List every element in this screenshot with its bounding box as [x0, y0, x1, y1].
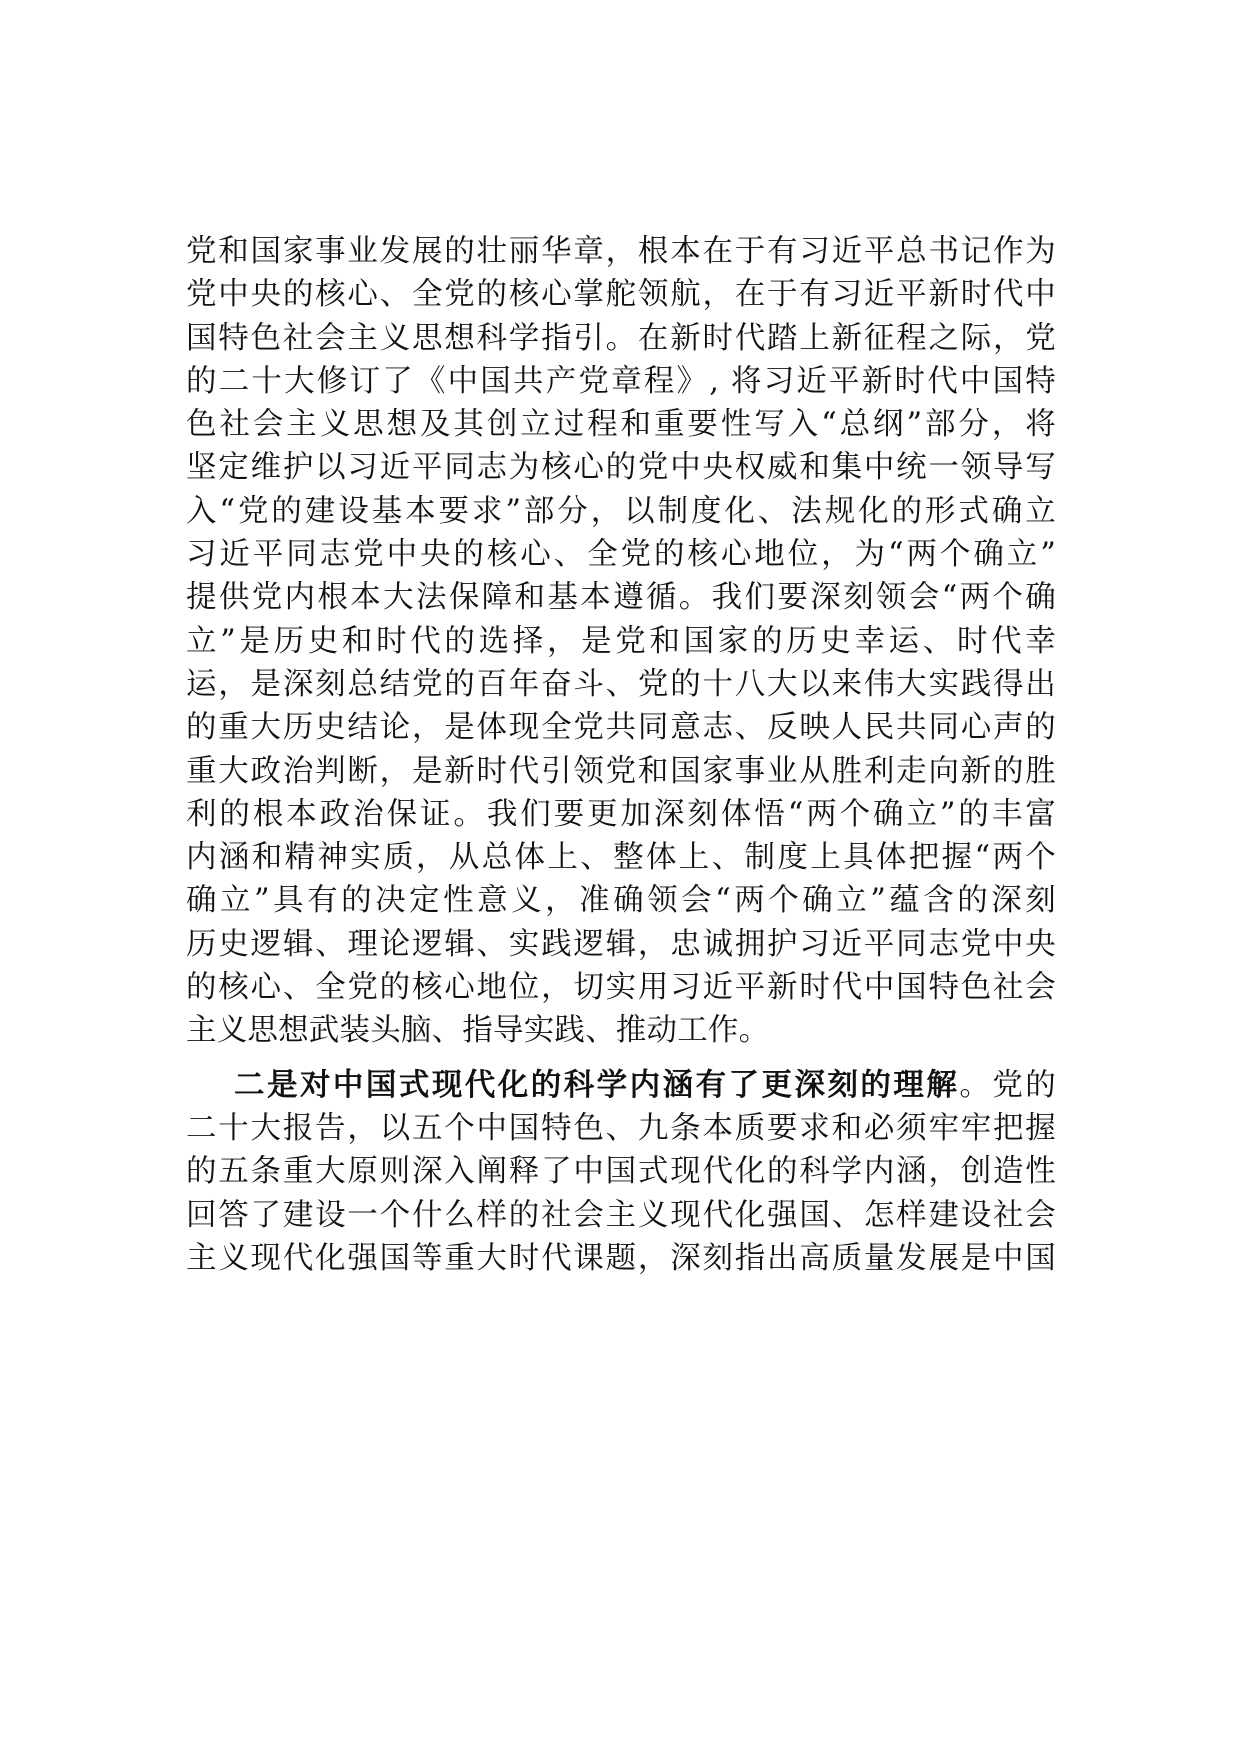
text-line: 的二十大修订了《中国共产党章程》, 将习近平新时代中国特 [186, 363, 1056, 399]
paragraph-1 [186, 230, 1056, 1053]
text-line: 确立”具有的决定性意义，准确领会“两个确立”蕴含的深刻 [186, 883, 1056, 919]
text-line: 的核心、全党的核心地位，切实用习近平新时代中国特色社会 [186, 970, 1056, 1006]
text-line: 运，是深刻总结党的百年奋斗、党的十八大以来伟大实践得出 [186, 666, 1056, 702]
text-line: 重大政治判断，是新时代引领党和国家事业从胜利走向新的胜 [186, 753, 1056, 789]
bold-heading-phrase: 二是对中国式现代化的科学内涵有了更深刻的理解 [234, 1066, 960, 1103]
text-line: 提供党内根本大法保障和基本遵循。我们要深刻领会“两个确 [186, 580, 1056, 616]
paragraph-gap [186, 1053, 1056, 1064]
text-line: 历史逻辑、理论逻辑、实践逻辑，忠诚拥护习近平同志党中央 [186, 926, 1056, 962]
text-line: 主义现代化强国等重大时代课题，深刻指出高质量发展是中国 [186, 1240, 1056, 1276]
text-line: 国特色社会主义思想科学指引。在新时代踏上新征程之际，党 [186, 320, 1056, 356]
text-line: 立”是历史和时代的选择，是党和国家的历史幸运、时代幸 [186, 623, 1056, 659]
text-line: 二十大报告，以五个中国特色、九条本质要求和必须牢牢把握 [186, 1110, 1056, 1146]
text-line: 内涵和精神实质，从总体上、整体上、制度上具体把握“两个 [186, 840, 1056, 876]
text-line: 入“党的建设基本要求”部分，以制度化、法规化的形式确立 [186, 493, 1056, 529]
text-line: 党中央的核心、全党的核心掌舵领航，在于有习近平新时代中 [186, 277, 1056, 313]
text-line: 的重大历史结论，是体现全党共同意志、反映人民共同心声的 [186, 710, 1056, 746]
heading-phrase-rest: 。党的 [959, 1067, 1056, 1103]
text-line: 回答了建设一个什么样的社会主义现代化强国、怎样建设社会 [186, 1197, 1056, 1233]
text-line: 的五条重大原则深入阐释了中国式现代化的科学内涵，创造性 [186, 1154, 1056, 1190]
text-line: 党和国家事业发展的壮丽华章，根本在于有习近平总书记作为 [186, 234, 1056, 269]
paragraph-2-first-line [186, 1064, 1056, 1107]
document-body [186, 230, 1056, 1280]
text-line: 利的根本政治保证。我们要更加深刻体悟“两个确立”的丰富 [186, 796, 1056, 832]
text-line: 色社会主义思想及其创立过程和重要性写入“总纲”部分，将 [186, 407, 1056, 443]
text-line: 主义思想武装头脑、指导实践、推动工作。 [186, 1013, 770, 1049]
paragraph-2 [186, 1064, 1056, 1280]
text-line: 坚定维护以习近平同志为核心的党中央权威和集中统一领导写 [186, 450, 1056, 486]
text-line: 习近平同志党中央的核心、全党的核心地位，为“两个确立” [186, 537, 1056, 573]
